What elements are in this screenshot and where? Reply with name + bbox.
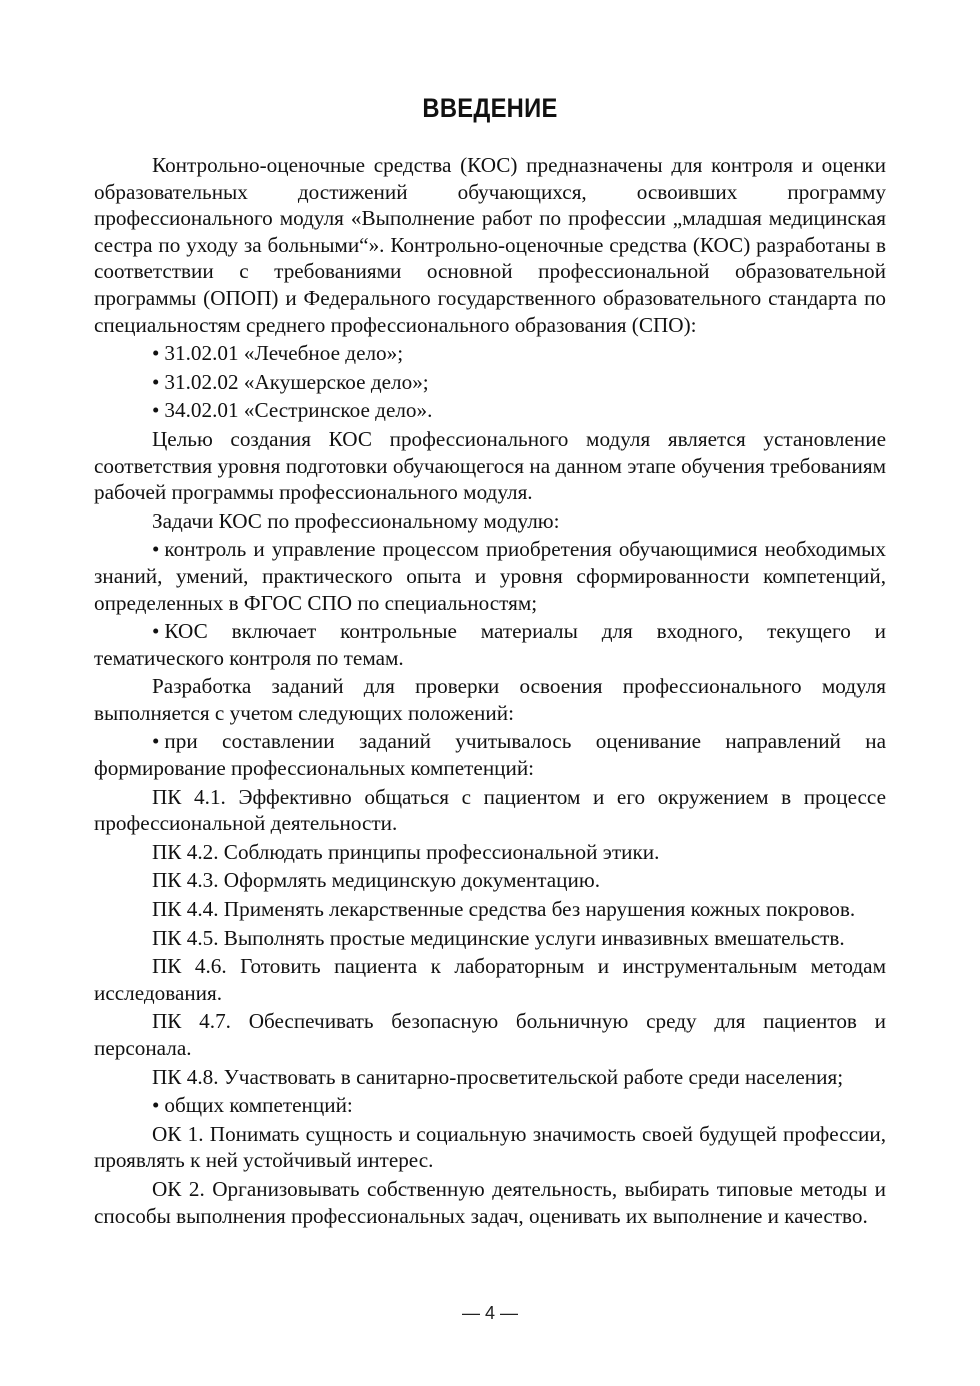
position-item (94, 728, 886, 781)
page-title: ВВЕДЕНИЕ (422, 93, 558, 123)
competency-pk-4-5: ПК 4.5. Выполнять простые медицинские услуги инвазивных вмешательств. (152, 925, 845, 950)
specialty-item (94, 340, 886, 367)
task-text: контроль и управление процессом приобретения обучающимися необходимых знаний, умений, практического опыта и уровня сформированности компетенций, определенных в ФГОС СПО по специальностям; (94, 537, 886, 615)
page-number: — 4 — (461, 1303, 518, 1323)
document-page (94, 90, 886, 1229)
competency-pk-4-1: ПК 4.1. Эффективно общаться с пациентом и его окружением в процессе профессиональной деятельности. (94, 784, 886, 836)
bullet-icon: • (152, 341, 160, 366)
specialty-text: 34.02.01 «Сестринское дело». (164, 398, 433, 423)
specialty-item (94, 369, 886, 396)
competency-pk-4-3: ПК 4.3. Оформлять медицинскую документацию. (152, 868, 600, 893)
intro-paragraph: Контрольно-оценочные средства (КОС) предназначены для контроля и оценки образовательных достижений обучающихся, освоивших программу профессионального модуля «Выполнение работ по профессии „младшая медицинская сестра по уходу за больными“». Контрольно-оценочные средства (КОС) разработаны в соответствии с требованиями основной профессиональной образовательной программы (ОПОП) и Федерального государственного образовательного стандарта по специальностям среднего профессионального образования (СПО): (94, 153, 886, 337)
task-text: КОС включает контрольные материалы для входного, текущего и тематического контроля по темам. (94, 619, 886, 670)
position-item (94, 1092, 886, 1119)
tasks-heading: Задачи КОС по профессиональному модулю: (152, 508, 560, 533)
bullet-icon: • (152, 619, 160, 644)
competency-pk-4-2: ПК 4.2. Соблюдать принципы профессиональной этики. (152, 839, 660, 864)
development-paragraph: Разработка заданий для проверки освоения профессионального модуля выполняется с учетом следующих положений: (94, 674, 886, 725)
specialty-text: 31.02.02 «Акушерское дело»; (164, 369, 429, 394)
specialty-item (94, 397, 886, 424)
position-text: общих компетенций: (164, 1093, 353, 1118)
goal-paragraph: Целью создания КОС профессионального модуля является установление соответствия уровня подготовки обучающегося на данном этапе обучения требованиям рабочей программы профессионального модуля. (94, 426, 886, 505)
competency-ok-2: ОК 2. Организовывать собственную деятельность, выбирать типовые методы и способы выполнения профессиональных задач, оценивать их выполнение и качество. (94, 1176, 886, 1228)
competency-pk-4-6: ПК 4.6. Готовить пациента к лабораторным и инструментальным методам исследования. (94, 954, 886, 1005)
task-item (94, 536, 886, 616)
bullet-icon: • (152, 398, 160, 423)
bullet-icon: • (152, 729, 160, 754)
task-item (94, 618, 886, 671)
competency-pk-4-7: ПК 4.7. Обеспечивать безопасную больничную среду для пациентов и персонала. (94, 1009, 886, 1060)
bullet-icon: • (152, 1093, 160, 1118)
competency-pk-4-4: ПК 4.4. Применять лекарственные средства без нарушения кожных покровов. (152, 897, 856, 922)
competency-pk-4-8: ПК 4.8. Участвовать в санитарно-просветительской работе среди населения; (152, 1064, 844, 1089)
bullet-icon: • (152, 369, 160, 394)
competency-ok-1: ОК 1. Понимать сущность и социальную значимость своей будущей профессии, проявлять к ней устойчивый интерес. (94, 1121, 886, 1173)
bullet-icon: • (152, 537, 160, 562)
specialty-text: 31.02.01 «Лечебное дело»; (164, 341, 404, 366)
position-text: при составлении заданий учитывалось оценивание направлений на формирование профессиональных компетенций: (94, 729, 886, 781)
